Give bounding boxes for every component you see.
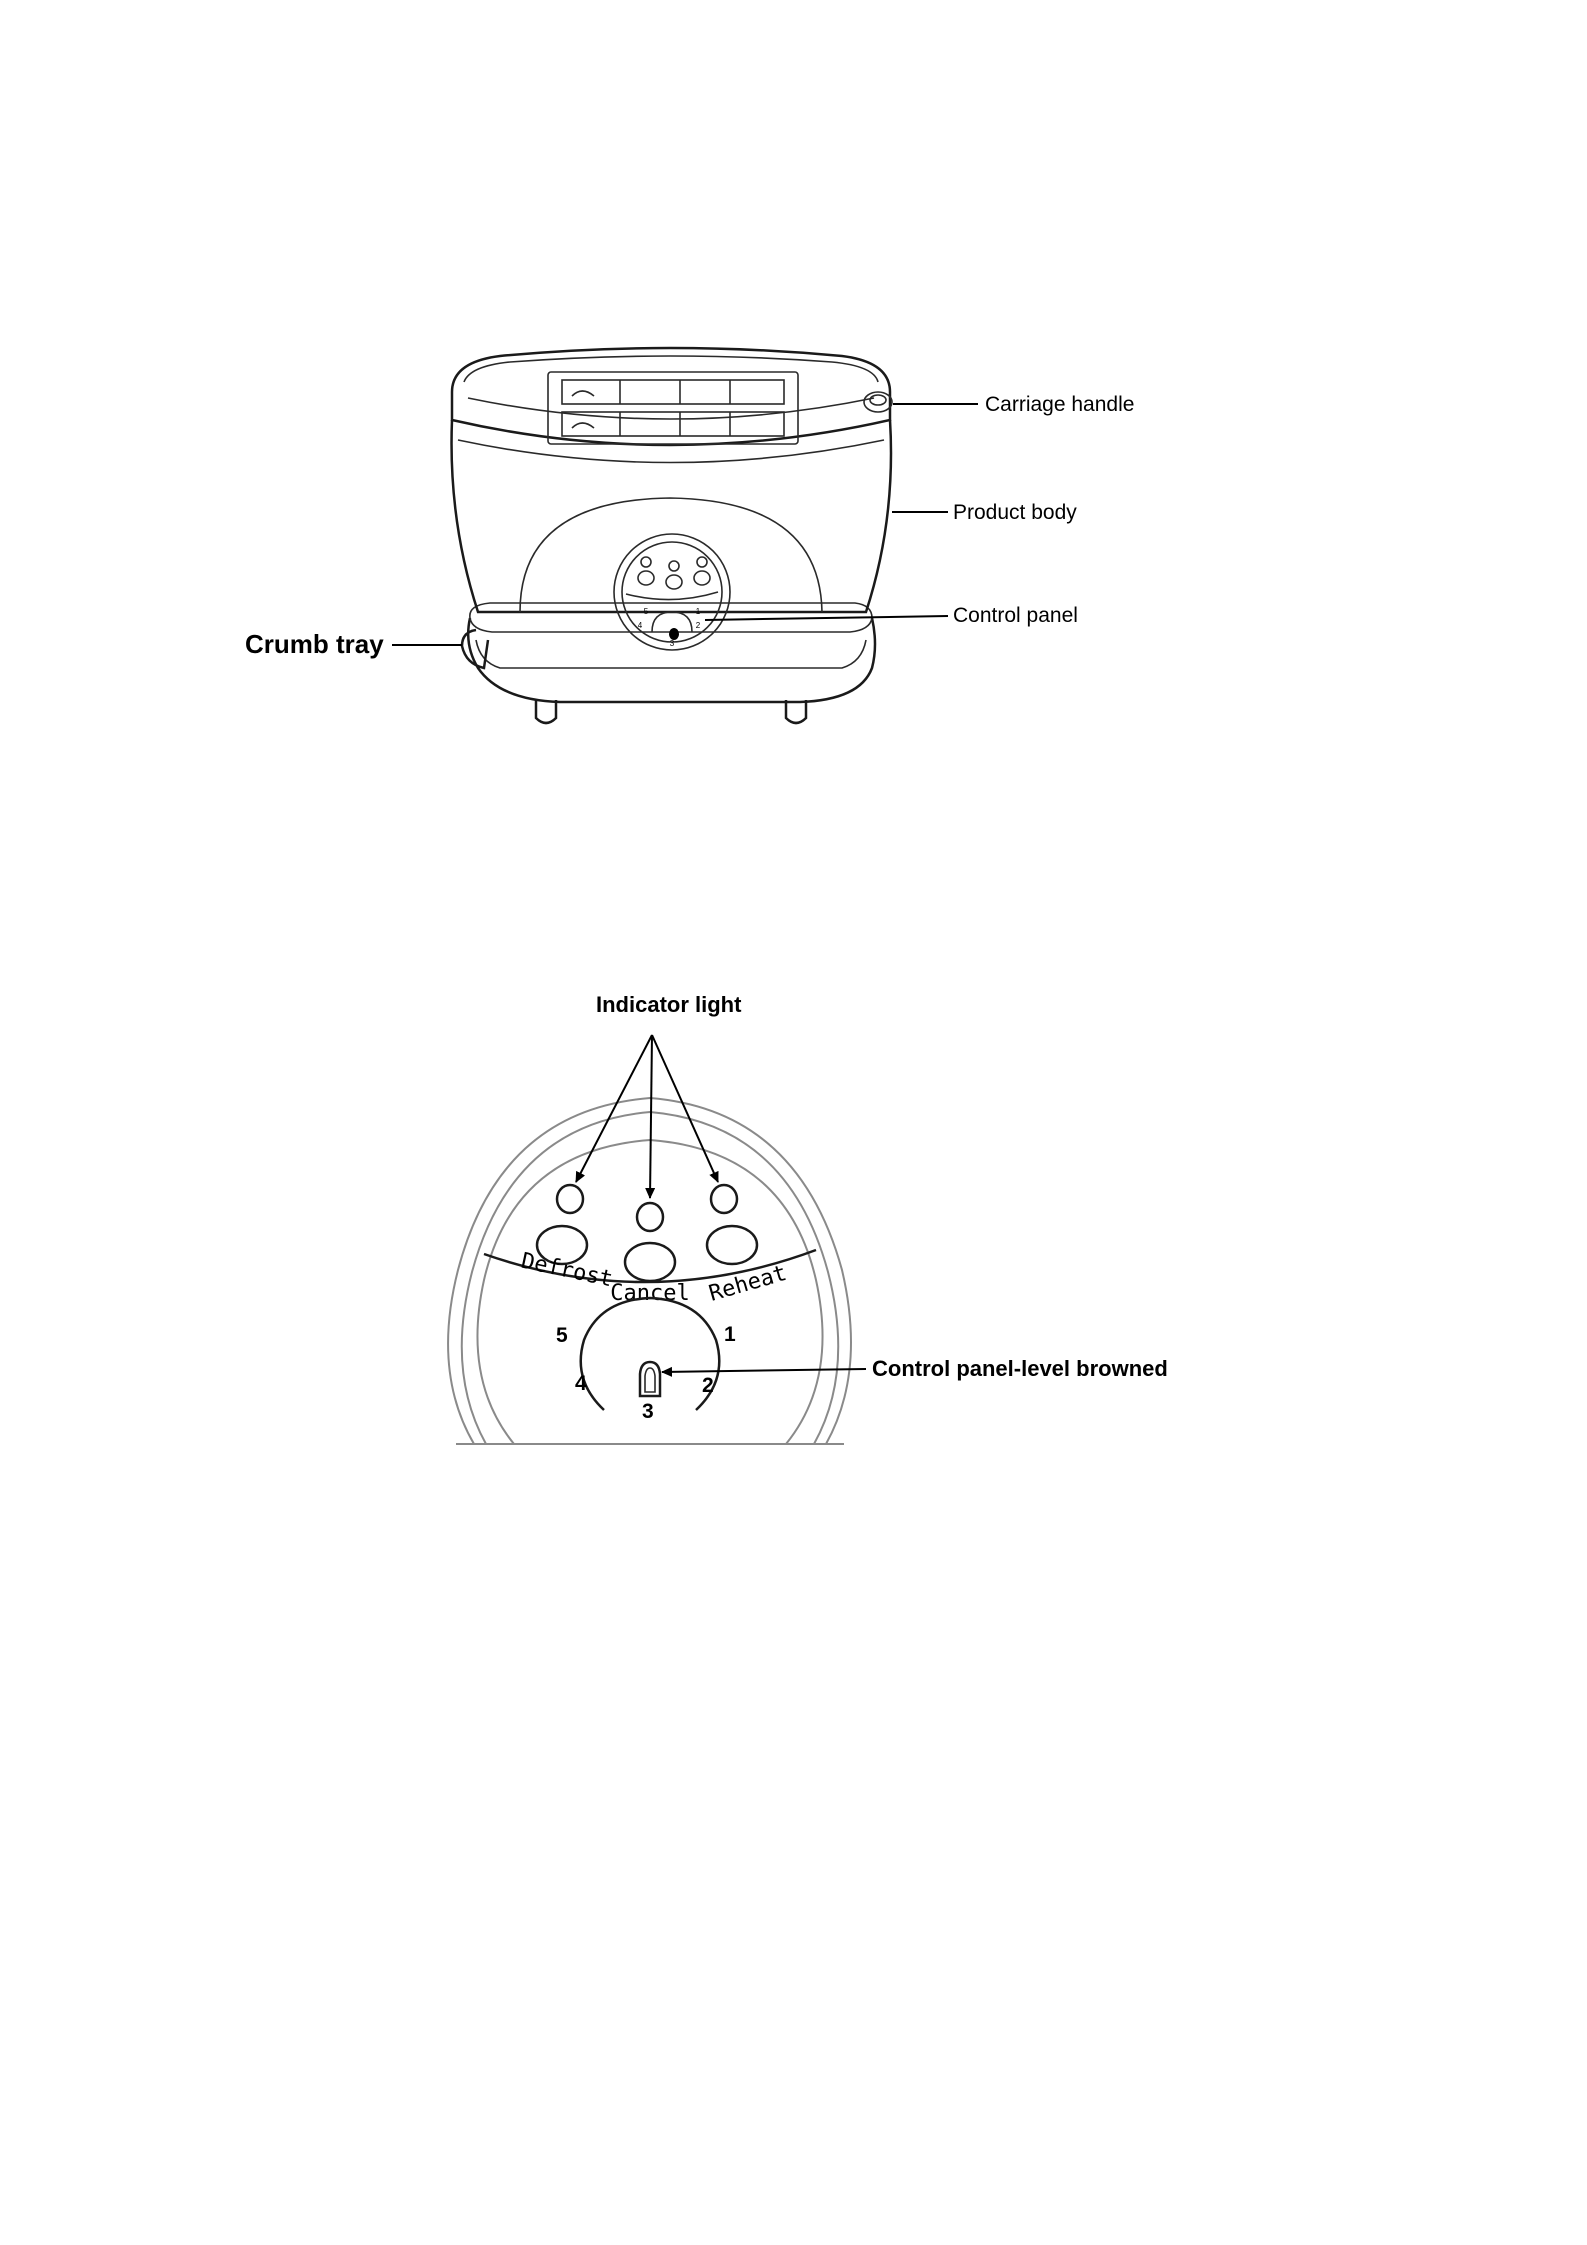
indicator-light-defrost [557, 1185, 583, 1213]
dial-level-2: 2 [702, 1374, 714, 1397]
level-browned-arrow [662, 1369, 866, 1372]
svg-text:4: 4 [637, 621, 643, 630]
dial-level-1: 1 [724, 1323, 736, 1346]
toaster-top [452, 348, 890, 445]
defrost-label: Defrost [518, 1248, 615, 1293]
dial-level-5: 5 [556, 1324, 568, 1347]
reheat-button-shape [707, 1226, 757, 1264]
bread-slot-grid [548, 372, 798, 444]
control-panel-detail [448, 1098, 851, 1444]
front-arch [520, 498, 822, 612]
product-body [452, 420, 891, 612]
right-foot [786, 700, 806, 723]
svg-text:1: 1 [695, 607, 701, 616]
crumb-tray-label: Crumb tray [245, 629, 384, 659]
indicator-light-reheat [711, 1185, 737, 1213]
indicator-light-label: Indicator light [596, 992, 742, 1017]
product-body-label: Product body [953, 501, 1077, 524]
indicator-arrow-left [576, 1035, 652, 1182]
svg-text:5: 5 [643, 607, 649, 616]
dial-level-3: 3 [642, 1400, 654, 1423]
indicator-arrow-center [650, 1035, 652, 1198]
control-panel-label: Control panel [953, 604, 1078, 627]
reheat-label: Reheat [706, 1260, 790, 1307]
cancel-button-shape [625, 1243, 675, 1281]
dial-knob [640, 1362, 660, 1396]
svg-text:3: 3 [669, 639, 675, 648]
indicator-arrow-right [652, 1035, 718, 1182]
control-panel-leader [705, 616, 948, 620]
indicator-light-cancel [637, 1203, 663, 1231]
svg-text:2: 2 [695, 621, 701, 630]
carriage-handle-label: Carriage handle [985, 393, 1135, 416]
control-panel-level-label: Control panel-level browned [872, 1356, 1168, 1381]
left-foot [536, 700, 556, 723]
toaster-drawing [452, 348, 892, 723]
dial-level-4: 4 [575, 1372, 587, 1395]
cancel-label: Cancel [610, 1281, 690, 1306]
browning-dial [581, 1298, 720, 1410]
